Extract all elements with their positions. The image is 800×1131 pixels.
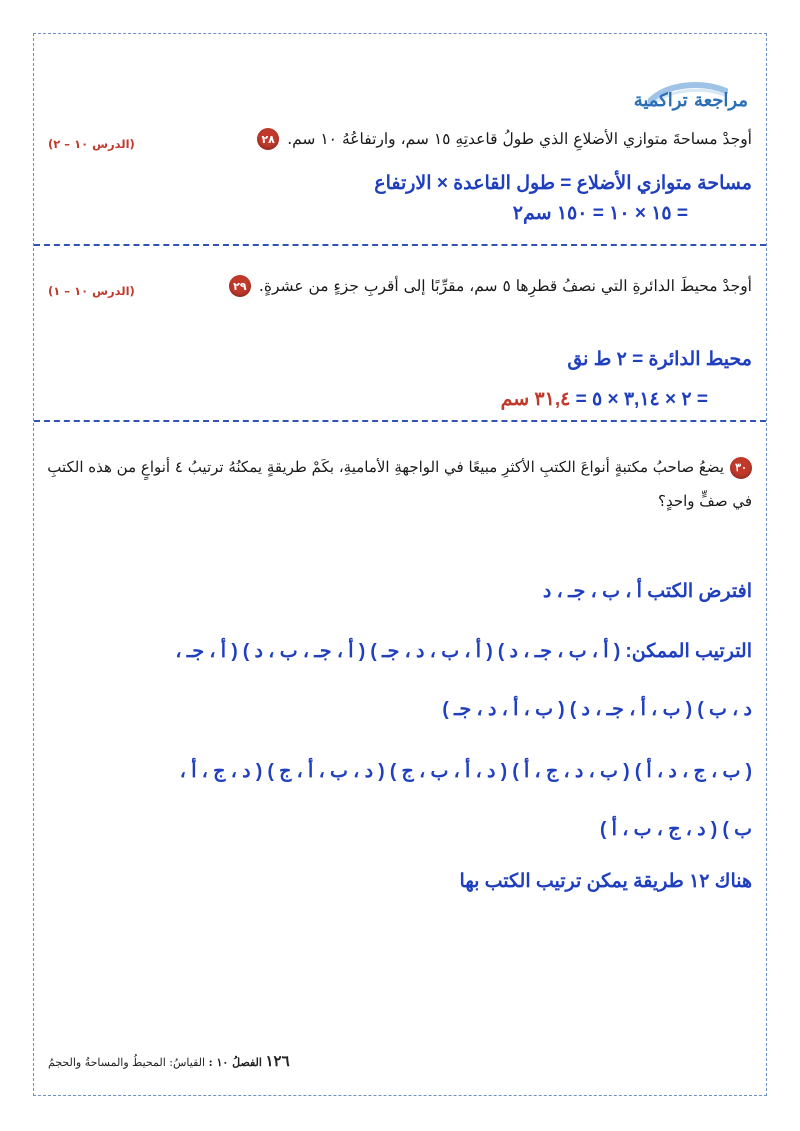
question-number-badge: ٢٩ bbox=[229, 275, 251, 297]
section-divider bbox=[34, 244, 766, 246]
arrangements-line-3: ( ب ، ج ، د ، أ ) ( ب ، د ، ج ، أ ) ( د ، أ ، ب ، ج ) ( د ، ب ، أ ، ج ) ( د ، ج ، أ ، bbox=[179, 761, 752, 782]
question-30 bbox=[40, 450, 752, 518]
section-divider bbox=[34, 420, 766, 422]
section-title: مراجعة تراكمية bbox=[633, 90, 748, 111]
question-text: أوجدْ مساحةَ متوازي الأضلاعِ الذي طولُ قاعدتِهِ ١٥ سم، وارتفاعُهُ ١٠ سم. bbox=[287, 130, 752, 148]
lesson-ref: (الدرس ١٠ – ١) bbox=[48, 284, 135, 298]
answer-expression: = ٢ × ٣,١٤ × ٥ = bbox=[575, 389, 708, 410]
lesson-ref: (الدرس ١٠ – ٢) bbox=[48, 137, 135, 151]
answer-result: = ١٥ × ١٠ = ١٥٠ سم٢ bbox=[512, 203, 688, 224]
chapter-label: الفصلُ ١٠ : bbox=[208, 1056, 262, 1069]
question-28 bbox=[257, 128, 752, 150]
chapter-title: القياسُ: المحيطُ والمساحةُ والحجمُ bbox=[48, 1056, 206, 1069]
answer-assumption: افترض الكتب أ ، ب ، جـ ، د bbox=[542, 581, 752, 602]
page-footer bbox=[48, 1052, 294, 1070]
answer-conclusion: هناك ١٢ طريقة يمكن ترتيب الكتب بها bbox=[459, 871, 752, 892]
arrangements-line-2: د ، ب ) ( ب ، أ ، جـ ، د ) ( ب ، أ ، د ، جـ ) bbox=[442, 699, 752, 720]
arrangements-line-1: الترتيب الممكن: ( أ ، ب ، جـ ، د ) ( أ ، ب ، د ، جـ ) ( أ ، جـ ، ب ، د ) ( أ ، جـ ، bbox=[175, 641, 752, 662]
arrangements-line-4: ب ) ( د ، ج ، ب ، أ ) bbox=[600, 819, 752, 840]
answer-result bbox=[501, 388, 708, 411]
answer-formula: مساحة متوازي الأضلاع = طول القاعدة × الارتفاع bbox=[374, 173, 752, 194]
question-29 bbox=[229, 275, 752, 297]
question-number-badge: ٣٠ bbox=[730, 457, 752, 479]
answer-value: ٣١,٤ سم bbox=[500, 389, 571, 410]
answer-formula: محيط الدائرة = ٢ ط نق bbox=[567, 349, 752, 370]
question-number-badge: ٢٨ bbox=[257, 128, 279, 150]
question-text: أوجدْ محيطَ الدائرةِ التي نصفُ قطرِها ٥ سم، مقرِّبًا إلى أقربِ جزءٍ من عشرةٍ. bbox=[258, 277, 752, 295]
question-text: يضعُ صاحبُ مكتبةٍ أنواعَ الكتبِ الأكثرِ مبيعًا في الواجهةِ الأماميةِ، بكَمْ طريقةٍ يمكنُهُ ترتيبُ ٤ أنواعٍ من هذه الكتبِ في صفٍّ واحدٍ؟ bbox=[47, 458, 752, 510]
page-number: ١٢٦ bbox=[265, 1052, 290, 1070]
